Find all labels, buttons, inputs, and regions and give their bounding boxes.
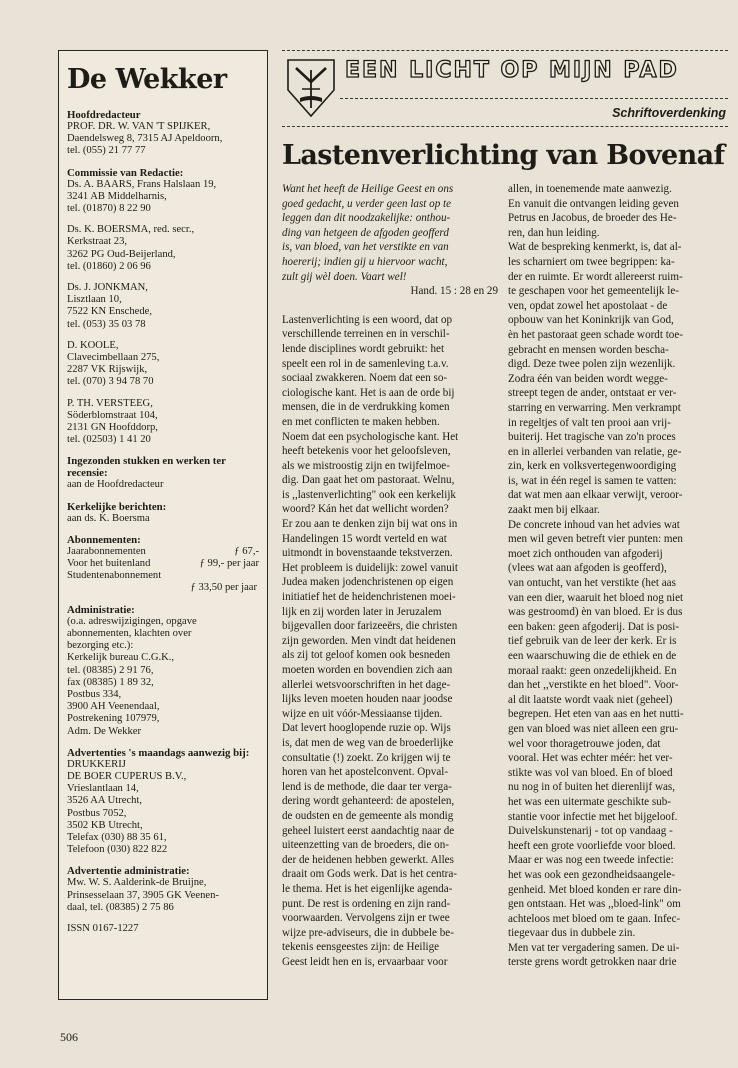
text-line: le thema. Het is het eigenlijke agenda-: [282, 882, 453, 895]
text-line: wel voor thoragetrouwe joden, dat: [508, 737, 661, 750]
text-line: Kerkstraat 23,: [67, 236, 128, 248]
text-line: van ontucht, van het verstikte (het aas: [508, 577, 676, 590]
masthead-section: [67, 398, 259, 447]
text-line: Er zou aan te denken zijn bij wat ons in: [282, 518, 458, 531]
text-line: was gestroomd) èn van bloed. Er is dus: [508, 606, 683, 619]
text-line: dig. Dan gaat het om pastoraat. Welnu,: [282, 474, 455, 487]
text-line: Mw. W. S. Aalderink-de Bruijne,: [67, 877, 207, 889]
subscriptions-section: [67, 534, 259, 595]
text-line: Lastenverlichting is een woord, dat op: [282, 313, 453, 326]
text-line: tel. (070) 3 94 78 70: [67, 376, 154, 388]
masthead-box: [58, 50, 268, 1000]
text-line: Daendelsweg 8, 7315 AJ Apeldoorn,: [67, 133, 223, 145]
text-line: heeft betekenis voor het geloofsleven,: [282, 445, 451, 458]
text-line: Het probleem is duidelijk: zowel vanuit: [282, 561, 458, 574]
section-heading: Kerkelijke berichten:: [67, 500, 167, 513]
text-line: P. TH. VERSTEEG,: [67, 397, 153, 409]
text-line: Noem dat een psychologische kant. Het: [282, 430, 459, 443]
section-heading: Ingezonden stukken en werken ter recensie:: [67, 455, 226, 480]
text-line: Ds. A. BAARS, Frans Halslaan 19,: [67, 178, 217, 190]
text-line: woord? Kán het dat wellicht worden?: [282, 503, 449, 516]
text-line: der en ruimte. Er wordt allereerst ruim-: [508, 270, 683, 283]
text-line: stikte was vol van bloed. En of bloed: [508, 766, 673, 779]
text-line: DRUKKERIJ: [67, 758, 126, 770]
text-line: heeft een grote voorliefde voor bloed.: [508, 839, 676, 852]
text-line: Prinsesselaan 37, 3905 GK Veenen-: [67, 889, 219, 901]
text-line: terste grens wordt getrokken naar drie: [508, 956, 677, 969]
text-line: Want het heeft de Heilige Geest en ons: [282, 183, 454, 195]
masthead-section: [67, 340, 259, 389]
text-line: aan ds. K. Boersma: [67, 512, 150, 524]
text-line: (vlees wat aan afgoden is geofferd),: [508, 562, 667, 575]
section-heading: Advertentie administratie:: [67, 865, 190, 878]
text-line: tekenis eensgeestes zijn: de Heilige: [282, 941, 440, 954]
text-line: èn het pastoraat geen schade wordt toe-: [508, 328, 683, 341]
text-line: men wil geven betreft vier punten: men: [508, 533, 683, 546]
top-dashed-rule: [282, 50, 728, 51]
text-line: lijk en zij worden later in Jeruzalem: [282, 605, 442, 618]
masthead-section: [67, 109, 259, 158]
text-line: Lisztlaan 10,: [67, 294, 122, 306]
series-title: EEN LICHT OP MIJN PAD: [345, 58, 679, 83]
text-line: Judea maken jodenchristenen op eigen: [282, 576, 454, 589]
text-line: Dat levert hooglopende ruzie op. Wijs: [282, 722, 451, 735]
text-line: 2131 GN Hoofddorp,: [67, 422, 158, 434]
subscription-row: [67, 582, 259, 594]
epigraph: [282, 182, 498, 284]
text-line: PROF. DR. W. VAN 'T SPIJKER,: [67, 121, 211, 132]
text-line: opbouw van het Koninkrijk van God,: [508, 314, 674, 327]
text-line: tel. (01860) 2 06 96: [67, 260, 151, 272]
section-heading: Commissie van Redactie:: [67, 166, 184, 179]
text-line: lende disciplines wordt gebruikt: het: [282, 342, 445, 355]
subscription-price: ƒ 33,50 per jaar: [190, 582, 257, 594]
text-line: lijks leven moeten houden naar joodse: [282, 693, 453, 706]
text-line: Duivelskunstenarij - tot op vandaag -: [508, 825, 673, 838]
text-line: tief gebruik van de leer der kerk. Er is: [508, 635, 677, 648]
text-line: een baken: geen afgoderij. Dat is posi-: [508, 620, 679, 633]
text-line: buiterij. Het tragische van zo'n proces: [508, 431, 676, 444]
text-line: 3262 PG Oud-Beijerland,: [67, 248, 176, 260]
text-line: geheel luistert eerst aandachtig naar de: [282, 824, 455, 837]
text-line: als we mistroostig zijn en twijfelmoe-: [282, 459, 450, 472]
text-line: genheid. Met bloed konden er rare din-: [508, 883, 682, 896]
text-line: speelt een rol in de samenleving t.a.v.: [282, 357, 449, 370]
text-line: Handelingen 15 wordt verteld en wat: [282, 532, 447, 545]
text-line: dat wat men aan elkaar verwijt, veroor-: [508, 489, 683, 502]
text-line: Ds. K. BOERSMA, red. secr.,: [67, 224, 195, 236]
masthead-section: [67, 224, 259, 273]
text-line: tel. (053) 35 03 78: [67, 318, 146, 330]
text-line: daal, tel. (08385) 2 75 86: [67, 901, 174, 913]
epigraph-reference: Hand. 15 : 28 en 29: [410, 285, 498, 298]
text-line: gen ontstaan. Het was ,,bloed-link" om: [508, 898, 681, 911]
admin-sections: [67, 604, 259, 914]
text-line: gebracht en mensen worden bescha-: [508, 343, 669, 356]
text-line: aan de Hoofdredacteur: [67, 479, 164, 491]
text-line: achteloos met bloed om te gaan. Infec-: [508, 912, 681, 925]
masthead-section: [67, 167, 259, 216]
text-line: uiteenzetting van de broeders, die on-: [282, 839, 449, 852]
text-line: Vrieslantlaan 14,: [67, 783, 139, 795]
text-line: Postbus 334,: [67, 688, 122, 700]
text-line: Postbus 7052,: [67, 807, 127, 819]
subscriptions-rows: [67, 546, 259, 595]
text-line: 3900 AH Veenendaal,: [67, 701, 160, 713]
section-heading: Advertenties 's maandags aanwezig bij:: [67, 746, 250, 759]
text-line: in regeltjes of valt ten prooi aan vrij-: [508, 416, 671, 429]
text-line: zin, kerk en volksvertegenwoordiging: [508, 460, 677, 473]
text-line: de oudsten en de gemeente als mondig: [282, 809, 454, 822]
text-line: Ds. J. JONKMAN,: [67, 282, 148, 294]
text-line: en met conflicten te maken hebben.: [282, 415, 440, 428]
editorial-sections: [67, 109, 259, 525]
text-line: tel. (01870) 8 22 90: [67, 203, 151, 215]
text-line: Telefax (030) 88 35 61,: [67, 831, 167, 843]
text-line: horen van het apostelconvent. Opval-: [282, 766, 449, 779]
text-line: dan het ,,verstikte en het bloed". Voor-: [508, 679, 679, 692]
text-line: goed gedacht, u verder geen last op te: [282, 197, 452, 210]
issn: ISSN 0167-1227: [67, 922, 139, 934]
article-headline: Lastenverlichting van Bovenaf: [282, 140, 725, 171]
text-line: Maar er was nog een tweede infectie:: [508, 854, 674, 867]
subscription-label: Studentenabonnement: [67, 570, 162, 582]
text-line: Telefoon (030) 822 822: [67, 844, 168, 856]
text-line: voorwaarden. Vervolgens zijn er twee: [282, 912, 450, 925]
text-line: moraal raakt: geen onzedelijkheid. En: [508, 664, 677, 677]
text-line: nu nog in of buiten het dierenlijf was,: [508, 781, 675, 794]
subscription-label: Jaarabonnementen: [67, 545, 146, 557]
mid-dashed-rule: [340, 98, 728, 99]
subscription-row: [67, 570, 259, 582]
text-line: leggen dan dit noodzakelijke: onthou-: [282, 212, 451, 225]
text-line: dering wordt gehanteerd: de apostelen,: [282, 795, 455, 808]
text-line: starring en verwarring. Men verkrampt: [508, 401, 681, 414]
text-line: mensen, die in de verdrukking komen: [282, 401, 450, 414]
text-line: allen, in toenemende mate aanwezig.: [508, 183, 672, 195]
text-line: abonnementen, klachten over: [67, 627, 192, 639]
text-line: digd. Deze twee polen zijn wezenlijk.: [508, 358, 676, 371]
text-line: punt. De rest is ordening en zijn rand-: [282, 897, 451, 910]
text-line: al dit laatste wordt vaak niet (geheel): [508, 693, 673, 706]
text-line: tiegevaar dus in dubbele zin.: [508, 927, 636, 940]
column-1-text: [282, 313, 498, 970]
text-line: ren, dan hun leiding.: [508, 226, 600, 239]
text-line: en in allerlei verbanden van relatie, ge-: [508, 445, 682, 458]
text-line: allerlei wetsvoorschriften in het dage-: [282, 678, 451, 691]
text-line: (o.a. adreswijzigingen, opgave: [67, 615, 197, 627]
department-label: Schriftoverdenking: [612, 106, 726, 120]
text-line: ven, opdat zowel het apostolaat - de: [508, 299, 668, 312]
text-line: is, dat men de weg van de broederlijke: [282, 736, 454, 749]
article-column-1: [282, 182, 498, 969]
text-line: 3241 AB Middelharnis,: [67, 190, 167, 202]
text-line: Kerkelijk bureau C.G.K.,: [67, 652, 175, 664]
text-line: van een dier, waaruit het bloed nog niet: [508, 591, 684, 604]
masthead-section: [67, 747, 259, 857]
text-line: streept tegen de ander, ontstaat er ver-: [508, 387, 677, 400]
column-2-text: [508, 182, 724, 970]
text-line: lend is de methode, die daar ter verga-: [282, 780, 452, 793]
text-line: 7522 KN Enschede,: [67, 306, 153, 318]
subscription-price: ƒ 67,-: [234, 545, 259, 557]
text-line: Geest leidt hen en is, ervaarbaar voor: [282, 955, 448, 968]
article-column-2: [508, 182, 724, 970]
text-line: Wat de bespreking kenmerkt, is, dat al-: [508, 241, 682, 254]
text-line: bezorging etc.):: [67, 640, 134, 652]
masthead-section: [67, 282, 259, 331]
text-line: tel. (055) 21 77 77: [67, 145, 146, 157]
text-line: Clavecimbellaan 275,: [67, 352, 160, 364]
text-line: D. KOOLE,: [67, 339, 119, 351]
section-heading: Hoofdredacteur: [67, 109, 141, 121]
text-line: wijze en uit vóór-Messiaanse tijden.: [282, 707, 443, 720]
subscription-label: Voor het buitenland: [67, 558, 151, 570]
text-line: bijgevallen door farizeeërs, die christen: [282, 620, 458, 633]
text-line: ciologische kant. Het is aan de orde bij: [282, 386, 455, 399]
text-line: tel. (02503) 1 41 20: [67, 434, 151, 446]
text-line: zijn geworden. Men vindt dat heidenen: [282, 634, 456, 647]
section-heading: Administratie:: [67, 603, 135, 616]
text-line: Petrus en Jacobus, de broeder des He-: [508, 212, 677, 225]
text-line: Zodra één van beiden wordt wegge-: [508, 372, 668, 385]
text-line: begrepen. Het eten van aas en het nutti-: [508, 708, 684, 721]
text-line: hoererij; indien gij u hiervoor wacht,: [282, 255, 448, 268]
text-line: De concrete inhoud van het advies wat: [508, 518, 680, 531]
masthead-section: [67, 604, 259, 738]
text-line: Men vat ter vergadering samen. De ui-: [508, 941, 680, 954]
masthead-section: [67, 501, 259, 525]
text-line: te geschapen voor het gemeentelijk le-: [508, 285, 679, 298]
text-line: is ,,lastenverlichting" ook een kerkelijk: [282, 488, 456, 501]
text-line: En vanuit die ontvangen leiding geven: [508, 197, 679, 210]
text-line: draait om Gods werk. Dat is het centra-: [282, 868, 457, 881]
text-line: vooral. Het was echter méér: het ver-: [508, 752, 673, 765]
text-line: 3526 AA Utrecht,: [67, 795, 143, 807]
text-line: stantie voor infectie met het bijgeloof.: [508, 810, 678, 823]
lamp-logo-icon: [286, 56, 336, 118]
text-line: sociaal zwakkeren. Noem dat een so-: [282, 372, 448, 385]
text-line: wijze pre-adviseurs, die in dubbele be-: [282, 926, 454, 939]
masthead-title: De Wekker: [67, 64, 227, 95]
text-line: Adm. De Wekker: [67, 725, 141, 737]
text-line: Söderblomstraat 104,: [67, 409, 158, 421]
masthead-section: [67, 865, 259, 914]
text-line: is, van bloed, van het verstikte en van: [282, 241, 449, 254]
text-line: zaakt men bij elkaar.: [508, 504, 600, 517]
text-line: het was ook een gezondheidsaangele-: [508, 868, 675, 881]
text-line: is, wat in één regel is samen te vatten:: [508, 474, 677, 487]
text-line: der de heidenen hebben gewerkt. Alles: [282, 853, 454, 866]
text-line: ding van hetgeen de afgoden geofferd: [282, 226, 449, 239]
subscriptions-heading: Abonnementen:: [67, 533, 141, 546]
text-line: consultatie (!) zoekt. Zo krijgen wij te: [282, 751, 451, 764]
text-line: een waarschuwing die de ethiek en de: [508, 650, 677, 662]
lower-dashed-rule: [282, 126, 728, 127]
text-line: les scharniert om twee begrippen: ka-: [508, 255, 675, 268]
text-line: initiatief het de heidenchristenen moei-: [282, 591, 456, 604]
text-line: fax (08385) 1 89 32,: [67, 676, 154, 688]
text-line: als zij tot geloof komen ook besneden: [282, 649, 451, 662]
subscription-row: [67, 558, 259, 570]
page-number: 506: [60, 1030, 78, 1044]
text-line: moeten worden en bovendien zich aan: [282, 664, 453, 676]
text-line: uitmondt in bovenstaande tekstverzen.: [282, 547, 453, 560]
text-line: verschillende terreinen en in verschil-: [282, 328, 450, 341]
text-line: moet zich onthouden van afgoderij: [508, 547, 663, 560]
subscription-row: [67, 546, 259, 558]
masthead-section: [67, 455, 259, 491]
text-line: DE BOER CUPERUS B.V.,: [67, 770, 187, 782]
text-line: gen van bloed was niet alleen een gru-: [508, 722, 679, 735]
subscription-price: ƒ 99,- per jaar: [199, 558, 259, 570]
text-line: 2287 VK Rijswijk,: [67, 364, 148, 376]
text-line: zult gij wèl doen. Vaart wel!: [282, 270, 407, 283]
text-line: 3502 KB Utrecht,: [67, 819, 143, 831]
text-line: tel. (08385) 2 91 76,: [67, 664, 154, 676]
text-line: het was een uitermate geschikte sub-: [508, 795, 671, 808]
text-line: Postrekening 107979,: [67, 713, 160, 725]
